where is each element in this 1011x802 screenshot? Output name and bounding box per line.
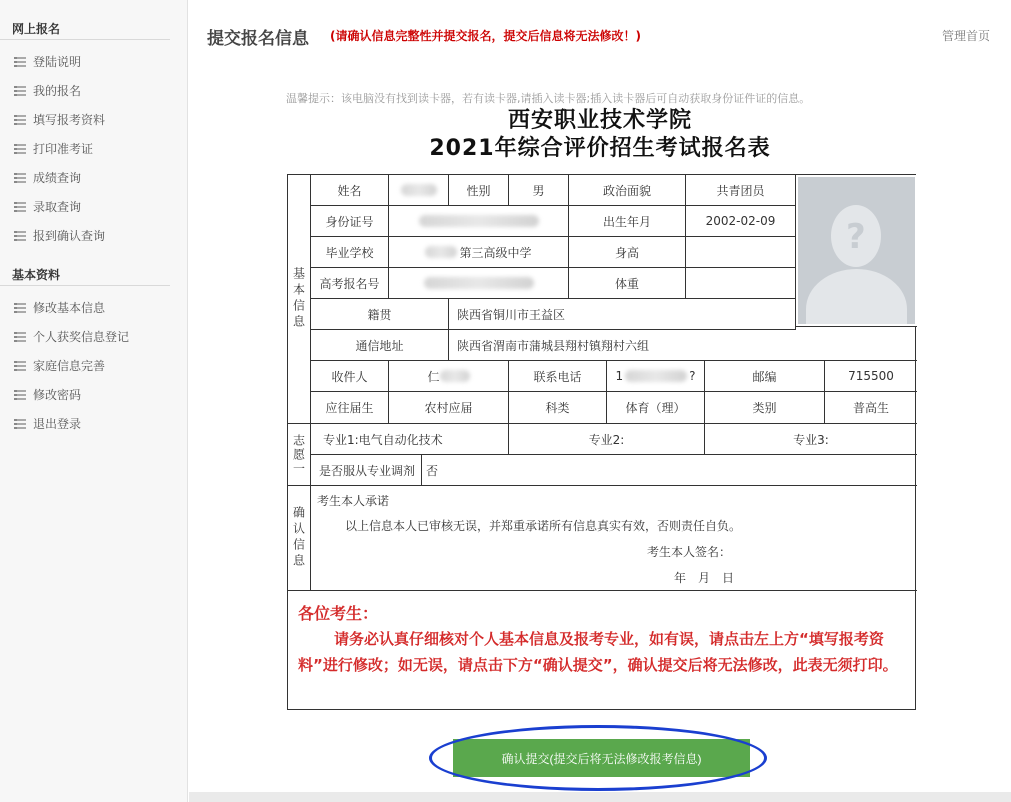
redacted-exam-no [424,277,534,289]
section-basic-info [288,175,311,424]
label-name: 姓名 [311,175,389,206]
redacted-recipient [440,370,470,382]
sidebar-item-label: 报到确认查询 [33,229,106,243]
list-icon [14,390,26,400]
sidebar-item-label: 录取查询 [33,200,82,214]
sidebar-item-edit-basic[interactable] [0,293,187,322]
bottom-bar [189,792,1011,802]
redacted-school [425,246,457,258]
list-icon [14,173,26,183]
sidebar-item-change-password[interactable] [0,380,187,409]
value-zip: 715500 [825,361,917,392]
form-title-school: 西安职业技术学院 [507,108,692,133]
sidebar-item-label: 打印准考证 [33,142,94,156]
promise-title: 考生本人承诺 [317,494,390,508]
sidebar-item-my-registration[interactable] [0,76,187,105]
avatar-placeholder-icon: ? [798,177,915,324]
label-zip: 邮编 [705,361,825,392]
list-icon [14,86,26,96]
phone-suffix: ? [689,369,696,383]
registration-form-table [287,174,916,710]
label-birth: 出生年月 [569,206,686,237]
value-recipient [389,361,509,392]
section-confirm [288,486,311,591]
sidebar-list-online [0,47,187,250]
label-gender: 性别 [449,175,509,206]
label-subject: 科类 [509,392,607,424]
admin-home-link[interactable]: 管理首页 [941,29,990,43]
recipient-prefix: 仁 [427,369,440,384]
section-confirm-label: 确认信息 [291,506,306,570]
list-icon [14,115,26,125]
page-warning: (请确认信息完整性并提交报名，提交后信息将无法修改！) [330,29,641,43]
label-native: 籍贯 [311,299,449,330]
sidebar-item-awards[interactable] [0,322,187,351]
sign-label: 考生本人签名： [647,545,732,559]
redacted-name [401,184,437,196]
sidebar-item-print-admission[interactable] [0,134,187,163]
list-icon [14,332,26,342]
sidebar-item-label: 家庭信息完善 [33,359,106,373]
sidebar-item-family[interactable] [0,351,187,380]
value-political: 共青团员 [686,175,796,206]
value-weight [686,268,796,299]
label-address: 通信地址 [311,330,449,361]
value-phone [607,361,705,392]
promise-area [311,486,917,591]
sidebar-item-admission-query[interactable] [0,192,187,221]
sidebar-item-score-query[interactable] [0,163,187,192]
promise-text: 以上信息本人已审核无误，并郑重承诺所有信息真实有效，否则责任自负。 [345,519,742,533]
value-category: 普高生 [825,392,917,424]
value-exam-no [389,268,569,299]
notice-heading: 各位考生： [298,604,379,623]
value-subject: 体育（理） [607,392,705,424]
value-major2: 专业2: [509,424,705,455]
list-icon [14,144,26,154]
label-category: 类别 [705,392,825,424]
label-phone: 联系电话 [509,361,607,392]
sidebar-item-label: 退出登录 [33,417,82,431]
sidebar-item-logout[interactable] [0,409,187,438]
section-wish [288,424,311,486]
date-label: 年 月 日 [674,571,735,585]
value-adjust: 否 [422,455,917,486]
label-height: 身高 [569,237,686,268]
sidebar-group-basic-info: 基本资料 [0,264,170,286]
sidebar-list-basic [0,293,187,438]
list-icon [14,231,26,241]
value-major1: 专业1:电气自动化技术 [311,424,509,455]
sidebar-item-login-guide[interactable] [0,47,187,76]
sidebar-item-label: 修改基本信息 [33,301,106,315]
value-height [686,237,796,268]
sidebar [0,0,188,802]
value-gender: 男 [509,175,569,206]
page-title: 提交报名信息 [207,29,309,49]
sidebar-item-label: 成绩查询 [33,171,82,185]
sidebar-item-fill-info[interactable] [0,105,187,134]
sidebar-item-checkin-query[interactable] [0,221,187,250]
section-wish-label: 志愿一 [291,433,306,476]
form-title-exam: 2021年综合评价招生考试报名表 [429,136,771,161]
main-content [189,0,1011,802]
label-school: 毕业学校 [311,237,389,268]
phone-prefix: 1 [615,369,624,383]
label-graduate-type: 应往届生 [311,392,389,424]
list-icon [14,303,26,313]
value-birth: 2002-02-09 [686,206,796,237]
label-id-number: 身份证号 [311,206,389,237]
value-name [389,175,449,206]
school-suffix: 第三高级中学 [459,245,532,260]
list-icon [14,57,26,67]
sidebar-item-label: 填写报考资料 [33,113,106,127]
value-native: 陕西省铜川市王益区 [449,299,796,330]
label-adjust: 是否服从专业调剂 [311,455,422,486]
sidebar-item-label: 修改密码 [33,388,82,402]
notice-body: 请务必认真仔细核对个人基本信息及报考专业，如有误，请点击左上方“填写报考资料”进行修改；如无误，请点击下方“确认提交”，确认提交后将无法修改，此表无须打印。 [298,630,898,674]
label-exam-no: 高考报名号 [311,268,389,299]
value-id-number [389,206,569,237]
redacted-phone [625,370,687,382]
list-icon [14,419,26,429]
value-major3: 专业3: [705,424,917,455]
section-basic-info-label: 基本信息 [291,267,306,331]
label-political: 政治面貌 [569,175,686,206]
list-icon [14,361,26,371]
notice-box [288,591,916,710]
value-address: 陕西省渭南市蒲城县翔村镇翔村六组 [449,330,917,361]
sidebar-item-label: 个人获奖信息登记 [33,330,130,344]
label-recipient: 收件人 [311,361,389,392]
card-reader-tip: 温馨提示：该电脑没有找到读卡器，若有读卡器,请插入读卡器;插入读卡器后可自动获取身份证件证的信息。 [286,92,811,105]
sidebar-item-label: 登陆说明 [33,55,82,69]
label-weight: 体重 [569,268,686,299]
sidebar-group-online-registration: 网上报名 [0,18,170,40]
redacted-id-number [419,215,539,227]
sidebar-item-label: 我的报名 [33,84,82,98]
applicant-photo [796,175,917,327]
value-graduate-type: 农村应届 [389,392,509,424]
value-school [389,237,569,268]
list-icon [14,202,26,212]
confirm-submit-button[interactable]: 确认提交(提交后将无法修改报考信息) [453,739,750,777]
